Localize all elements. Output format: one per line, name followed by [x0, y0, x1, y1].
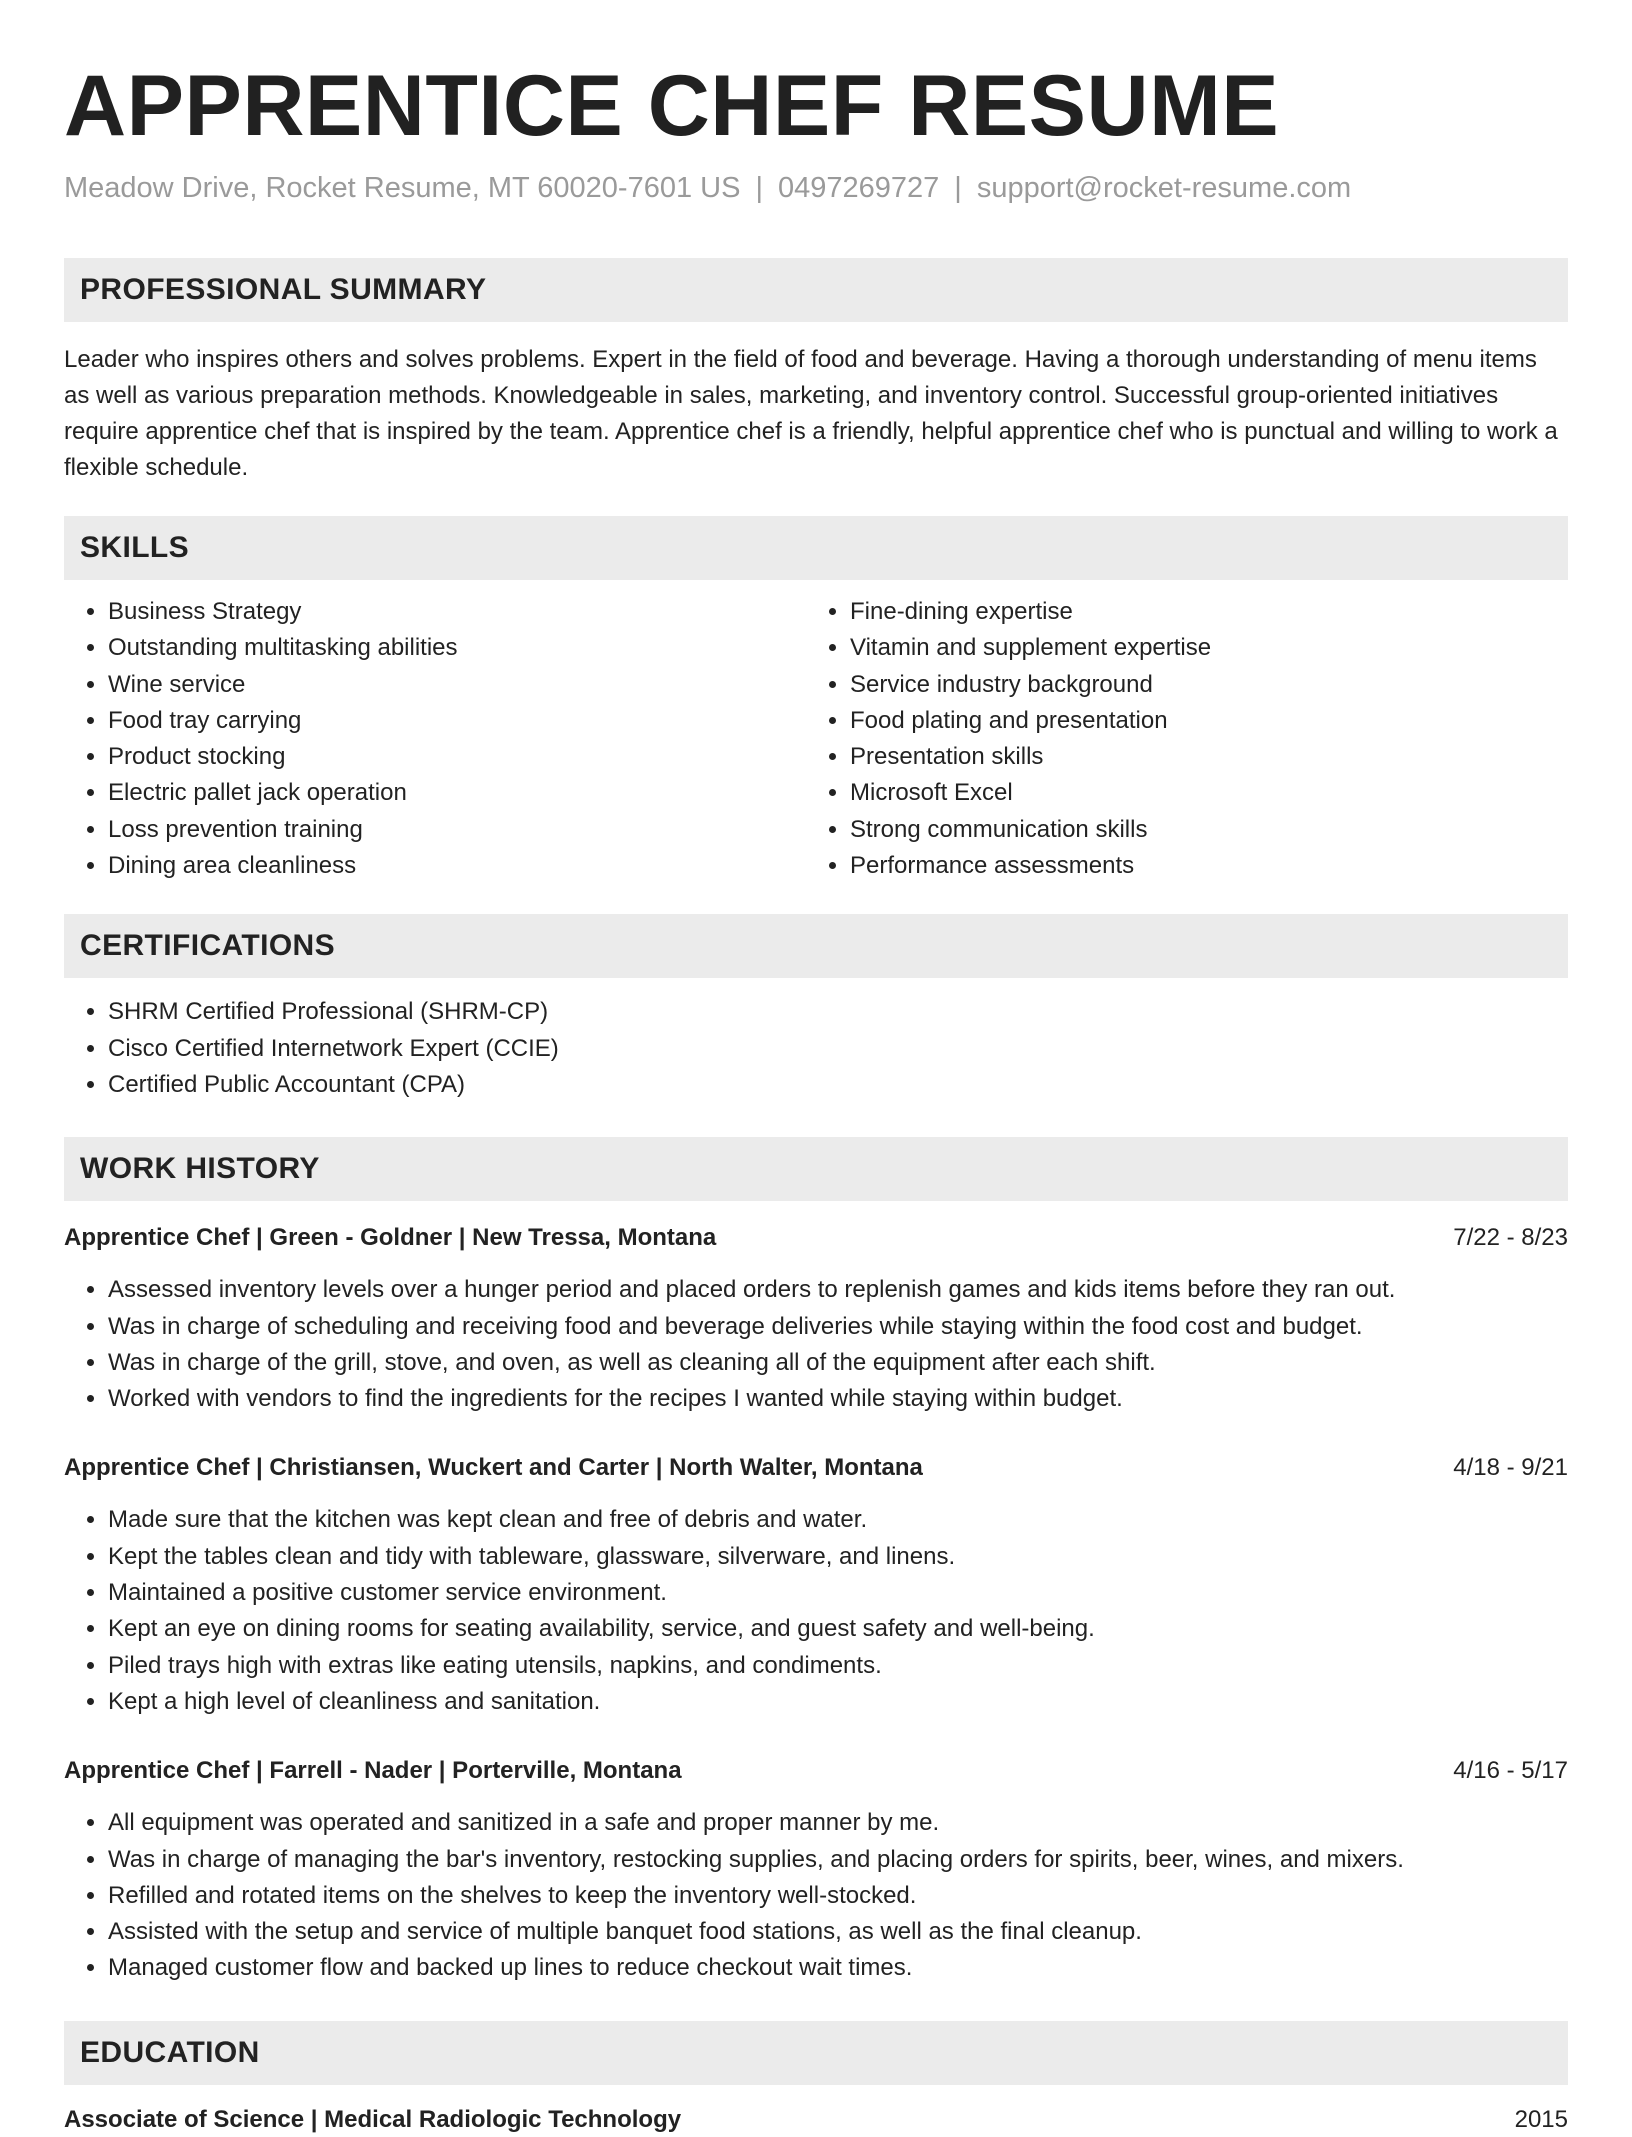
- skill-item: • Service industry background: [850, 667, 1548, 703]
- job-bullet: • Made sure that the kitchen was kept clean and free of debris and water.: [108, 1502, 1568, 1538]
- job-bullet: • Kept a high level of cleanliness and sanitation.: [108, 1684, 1568, 1720]
- contact-address: Meadow Drive, Rocket Resume, MT 60020-7601 US: [64, 172, 741, 204]
- contact-line: [64, 170, 1568, 206]
- job-bullet: • Assessed inventory levels over a hunger period and placed orders to replenish games and kids items before they ran out.: [108, 1272, 1568, 1308]
- job-dates: 7/22 - 8/23: [1453, 1224, 1568, 1252]
- skill-item: • Dining area cleanliness: [108, 848, 806, 884]
- job-bullet: • Piled trays high with extras like eating utensils, napkins, and condiments.: [108, 1648, 1568, 1684]
- skill-item: • Electric pallet jack operation: [108, 775, 806, 811]
- section-header-skills: SKILLS: [64, 516, 1568, 580]
- contact-phone: 0497269727: [777, 172, 940, 204]
- education-year: 2015: [1514, 2105, 1568, 2133]
- job-bullet: • Kept an eye on dining rooms for seating availability, service, and guest safety and well-being.: [108, 1611, 1568, 1647]
- job-bullet: • Managed customer flow and backed up lines to reduce checkout wait times.: [108, 1950, 1568, 1986]
- job-bullet: • Kept the tables clean and tidy with tableware, glassware, silverware, and linens.: [108, 1539, 1568, 1575]
- contact-separator: |: [954, 172, 962, 204]
- job-bullet-list: [64, 1272, 1568, 1417]
- job-dates: 4/16 - 5/17: [1453, 1757, 1568, 1785]
- certifications-list: [64, 994, 1568, 1103]
- job-bullet: • Was in charge of managing the bar's inventory, restocking supplies, and placing orders for spirits, beer, wines, and mixers.: [108, 1842, 1568, 1878]
- skill-item: • Food plating and presentation: [850, 703, 1548, 739]
- skill-item: • Vitamin and supplement expertise: [850, 630, 1548, 666]
- resume-content: [64, 58, 1568, 2137]
- job-bullet-list: [64, 1805, 1568, 1986]
- skills-list-left: [64, 594, 806, 884]
- job-bullet: • All equipment was operated and sanitized in a safe and proper manner by me.: [108, 1805, 1568, 1841]
- skills-grid: [64, 594, 1568, 884]
- job-bullet: • Was in charge of the grill, stove, and oven, as well as cleaning all of the equipment after each shift.: [108, 1345, 1568, 1381]
- section-header-work-history: WORK HISTORY: [64, 1137, 1568, 1201]
- skill-item: • Presentation skills: [850, 739, 1548, 775]
- skill-item: • Loss prevention training: [108, 812, 806, 848]
- job-header: [64, 1754, 1568, 1788]
- job-title: Apprentice Chef | Christiansen, Wuckert and Carter | North Walter, Montana: [64, 1454, 923, 1482]
- education-degree: Associate of Science | Medical Radiologic Technology: [64, 2105, 682, 2133]
- job-bullet: • Was in charge of scheduling and receiving food and beverage deliveries while staying within the food cost and budget.: [108, 1309, 1568, 1345]
- skill-item: • Product stocking: [108, 739, 806, 775]
- skill-item: • Strong communication skills: [850, 812, 1548, 848]
- section-header-education: EDUCATION: [64, 2021, 1568, 2085]
- job-bullet: • Refilled and rotated items on the shelves to keep the inventory well-stocked.: [108, 1878, 1568, 1914]
- skill-item: • Outstanding multitasking abilities: [108, 630, 806, 666]
- contact-separator: |: [755, 172, 763, 204]
- education-entry: [64, 2103, 1568, 2137]
- certification-item: • Cisco Certified Internetwork Expert (CCIE): [108, 1031, 1568, 1067]
- job-bullet: • Assisted with the setup and service of multiple banquet food stations, as well as the final cleanup.: [108, 1914, 1568, 1950]
- job-entry: [64, 1221, 1568, 1417]
- page-title: APPRENTICE CHEF RESUME: [64, 58, 1280, 154]
- skill-item: • Microsoft Excel: [850, 775, 1548, 811]
- job-header: [64, 1451, 1568, 1485]
- job-dates: 4/18 - 9/21: [1453, 1454, 1568, 1482]
- section-header-summary: PROFESSIONAL SUMMARY: [64, 258, 1568, 322]
- summary-text: Leader who inspires others and solves problems. Expert in the field of food and beverage. Having a thorough understanding of menu items as well as various preparation methods. Knowledgeable in sales, marketing, and inventory control. Successful group-oriented initiatives require apprentice chef that is inspired by the team. Apprentice chef is a friendly, helpful apprentice chef who is punctual and willing to work a flexible schedule.: [64, 346, 1558, 481]
- job-bullet: • Worked with vendors to find the ingredients for the recipes I wanted while staying within budget.: [108, 1381, 1568, 1417]
- skills-column-right: [806, 594, 1548, 884]
- job-title: Apprentice Chef | Green - Goldner | New Tressa, Montana: [64, 1224, 717, 1252]
- job-header: [64, 1221, 1568, 1255]
- skill-item: • Business Strategy: [108, 594, 806, 630]
- job-title: Apprentice Chef | Farrell - Nader | Porterville, Montana: [64, 1757, 682, 1785]
- skill-item: • Wine service: [108, 667, 806, 703]
- skill-item: • Food tray carrying: [108, 703, 806, 739]
- skills-column-left: [64, 594, 806, 884]
- skills-list-right: [806, 594, 1548, 884]
- skill-item: • Fine-dining expertise: [850, 594, 1548, 630]
- contact-email: support@rocket-resume.com: [976, 172, 1352, 204]
- job-bullet-list: [64, 1502, 1568, 1720]
- certification-item: • Certified Public Accountant (CPA): [108, 1067, 1568, 1103]
- job-bullet: • Maintained a positive customer service environment.: [108, 1575, 1568, 1611]
- job-entry: [64, 1754, 1568, 1986]
- section-header-certifications: CERTIFICATIONS: [64, 914, 1568, 978]
- job-entry: [64, 1451, 1568, 1720]
- certification-item: • SHRM Certified Professional (SHRM-CP): [108, 994, 1568, 1030]
- skill-item: • Performance assessments: [850, 848, 1548, 884]
